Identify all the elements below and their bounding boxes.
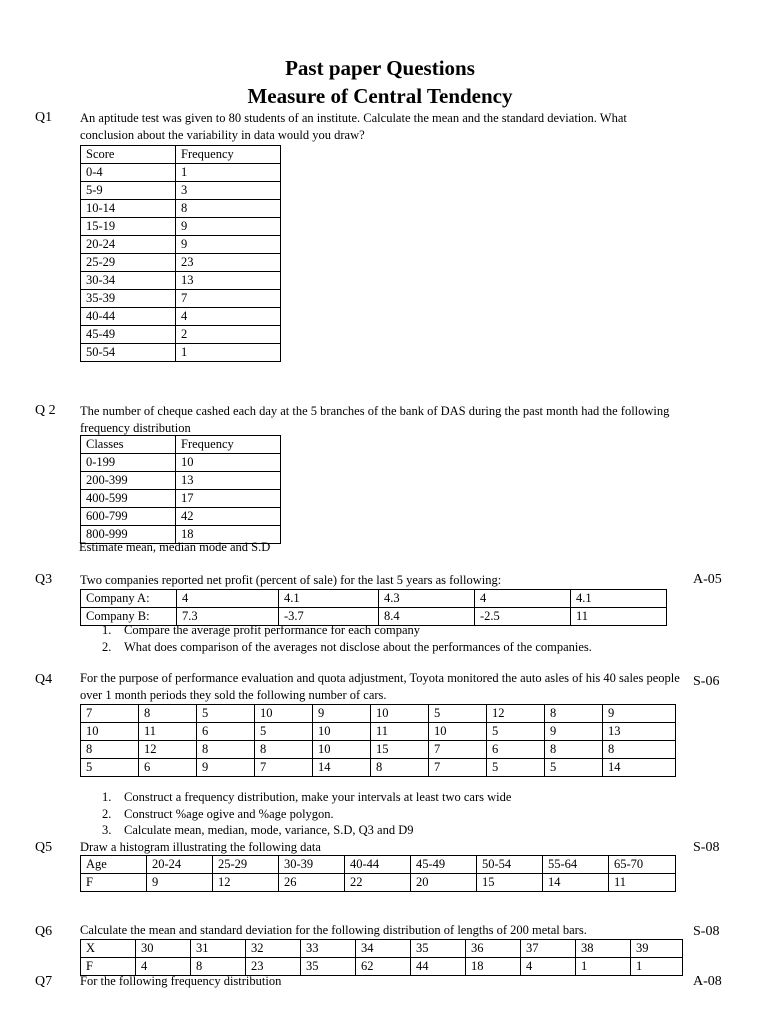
list-item: [102, 639, 592, 656]
table-cell: -2.5: [475, 608, 571, 626]
table-cell: 3: [176, 182, 281, 200]
table-cell: 10: [176, 454, 281, 472]
table-cell: 5: [81, 759, 139, 777]
table-cell: 33: [301, 940, 356, 958]
table-cell: 25-29: [213, 856, 279, 874]
table-cell: 40-44: [345, 856, 411, 874]
table-cell: 7: [429, 741, 487, 759]
list-text: Compare the average profit performance for each company: [124, 623, 421, 637]
q6-label: Q6: [35, 924, 53, 939]
table-cell: 7: [429, 759, 487, 777]
table-cell: 9: [176, 218, 281, 236]
table-cell: Frequency: [176, 146, 281, 164]
table-row: [81, 272, 281, 290]
table-cell: 50-54: [81, 344, 176, 362]
table-cell: 10: [313, 741, 371, 759]
table-cell: 30-34: [81, 272, 176, 290]
list-number: 1.: [102, 790, 112, 804]
q3-label: Q3: [35, 572, 53, 587]
table-cell: 20: [411, 874, 477, 892]
table-cell: Company A:: [81, 590, 177, 608]
list-item: [102, 622, 592, 639]
table-cell: 1: [631, 958, 683, 976]
q3-table-body: [81, 590, 667, 626]
table-cell: 10-14: [81, 200, 176, 218]
list-text: What does comparison of the averages not disclose about the performances of the companies.: [124, 639, 592, 654]
table-cell: 15-19: [81, 218, 176, 236]
table-cell: 12: [487, 705, 545, 723]
table-cell: 11: [371, 723, 429, 741]
table-cell: Classes: [81, 436, 176, 454]
table-cell: 5: [197, 705, 255, 723]
table-cell: 1: [576, 958, 631, 976]
table-cell: 8.4: [379, 608, 475, 626]
table-row: [81, 254, 281, 272]
table-row: [81, 741, 676, 759]
table-cell: 4: [475, 590, 571, 608]
table-cell: 14: [603, 759, 676, 777]
table-cell: 8: [81, 741, 139, 759]
table-cell: 5: [487, 759, 545, 777]
table-cell: 31: [191, 940, 246, 958]
table-row: [81, 290, 281, 308]
table-row: [81, 705, 676, 723]
table-cell: 30: [136, 940, 191, 958]
table-cell: 7.3: [177, 608, 279, 626]
table-cell: 35: [301, 958, 356, 976]
q2-label: Q 2: [35, 403, 56, 418]
table-cell: 9: [176, 236, 281, 254]
q2-table: [80, 435, 281, 544]
table-row: [81, 436, 281, 454]
list-number: 2.: [102, 639, 112, 654]
table-cell: 12: [139, 741, 197, 759]
table-cell: 8: [197, 741, 255, 759]
q7-text: For the following frequency distribution: [80, 974, 282, 988]
table-row: [81, 236, 281, 254]
list-item: [102, 806, 511, 823]
table-cell: 36: [466, 940, 521, 958]
table-cell: 11: [571, 608, 667, 626]
table-cell: 9: [545, 723, 603, 741]
q5-table-body: [81, 856, 676, 892]
list-number: 3.: [102, 823, 112, 837]
table-cell: 25-29: [81, 254, 176, 272]
table-cell: 10: [313, 723, 371, 741]
table-row: [81, 490, 281, 508]
table-cell: 35: [411, 940, 466, 958]
table-cell: 65-70: [609, 856, 676, 874]
q4-table: [80, 704, 676, 777]
q7-label: Q7: [35, 974, 53, 989]
table-row: [81, 218, 281, 236]
table-cell: 10: [371, 705, 429, 723]
table-cell: 34: [356, 940, 411, 958]
table-cell: 10: [429, 723, 487, 741]
q4-ref: S-06: [693, 674, 720, 689]
q5-ref: S-08: [693, 840, 720, 855]
table-cell: 55-64: [543, 856, 609, 874]
table-cell: 11: [609, 874, 676, 892]
table-row: [81, 874, 676, 892]
table-row: [81, 723, 676, 741]
q5-table: [80, 855, 676, 892]
list-text: Calculate mean, median, mode, variance, S.D, Q3 and D9: [124, 823, 414, 837]
q6-table-body: [81, 940, 683, 976]
table-cell: 600-799: [81, 508, 176, 526]
q6-table: [80, 939, 683, 976]
table-row: [81, 326, 281, 344]
table-cell: Company B:: [81, 608, 177, 626]
table-row: [81, 940, 683, 958]
table-cell: 14: [543, 874, 609, 892]
table-row: [81, 454, 281, 472]
q7-ref: A-08: [693, 974, 722, 989]
q6-ref: S-08: [693, 924, 720, 939]
table-cell: 18: [176, 526, 281, 544]
table-cell: F: [81, 958, 136, 976]
table-cell: 4: [176, 308, 281, 326]
table-cell: 7: [81, 705, 139, 723]
q4-list: [102, 789, 511, 839]
q1-text: An aptitude test was given to 80 students of an institute. Calculate the mean and the standard deviation. What conclusion about the variability in data would you draw?: [80, 111, 627, 142]
q3-text: Two companies reported net profit (percent of sale) for the last 5 years as following:: [80, 573, 502, 587]
q4-label: Q4: [35, 672, 53, 687]
table-row: [81, 308, 281, 326]
table-row: [81, 472, 281, 490]
table-cell: 6: [197, 723, 255, 741]
table-cell: 5: [487, 723, 545, 741]
q6-text: Calculate the mean and standard deviation for the following distribution of lengths of 200 metal bars.: [80, 923, 587, 937]
table-cell: 4.1: [279, 590, 379, 608]
table-cell: F: [81, 874, 147, 892]
table-cell: 7: [255, 759, 313, 777]
list-number: 1.: [102, 623, 112, 637]
table-cell: 2: [176, 326, 281, 344]
page-subtitle: Measure of Central Tendency: [247, 84, 513, 108]
table-cell: Score: [81, 146, 176, 164]
table-cell: 10: [81, 723, 139, 741]
table-cell: 12: [213, 874, 279, 892]
table-cell: 38: [576, 940, 631, 958]
page-title: Past paper Questions: [285, 56, 475, 80]
table-cell: 32: [246, 940, 301, 958]
table-cell: 800-999: [81, 526, 176, 544]
table-cell: 0-199: [81, 454, 176, 472]
table-cell: 200-399: [81, 472, 176, 490]
table-row: [81, 200, 281, 218]
q1-table-body: [81, 146, 281, 362]
table-row: [81, 344, 281, 362]
table-cell: 26: [279, 874, 345, 892]
table-cell: 45-49: [81, 326, 176, 344]
list-text: Construct a frequency distribution, make your intervals at least two cars wide: [124, 790, 512, 804]
table-cell: 9: [197, 759, 255, 777]
table-cell: 18: [466, 958, 521, 976]
table-cell: 50-54: [477, 856, 543, 874]
table-cell: 6: [139, 759, 197, 777]
table-cell: 42: [176, 508, 281, 526]
table-row: [81, 508, 281, 526]
table-cell: 11: [139, 723, 197, 741]
table-row: [81, 146, 281, 164]
table-row: [81, 759, 676, 777]
table-cell: 8: [603, 741, 676, 759]
table-cell: 37: [521, 940, 576, 958]
table-cell: 8: [176, 200, 281, 218]
table-cell: 40-44: [81, 308, 176, 326]
table-cell: 5: [545, 759, 603, 777]
list-number: 2.: [102, 806, 112, 821]
table-cell: 1: [176, 164, 281, 182]
table-cell: 9: [313, 705, 371, 723]
table-cell: 7: [176, 290, 281, 308]
q5-text: Draw a histogram illustrating the following data: [80, 840, 321, 854]
table-cell: 5: [429, 705, 487, 723]
table-row: [81, 856, 676, 874]
table-cell: -3.7: [279, 608, 379, 626]
q2-text: The number of cheque cashed each day at the 5 branches of the bank of DAS during the past month had the following frequency distribution: [80, 404, 670, 435]
table-cell: 13: [176, 472, 281, 490]
table-cell: 400-599: [81, 490, 176, 508]
table-cell: 22: [345, 874, 411, 892]
table-cell: 30-39: [279, 856, 345, 874]
table-cell: 14: [313, 759, 371, 777]
table-cell: 4: [521, 958, 576, 976]
q5-label: Q5: [35, 840, 53, 855]
table-cell: 0-4: [81, 164, 176, 182]
list-item: [102, 822, 511, 839]
table-cell: 8: [191, 958, 246, 976]
q4-text: For the purpose of performance evaluation and quota adjustment, Toyota monitored the auto asles of his 40 sales people over 1 month periods they sold the following number of cars.: [80, 671, 680, 702]
table-row: [81, 590, 667, 608]
list-item: [102, 789, 511, 806]
table-cell: 9: [147, 874, 213, 892]
table-cell: 4.1: [571, 590, 667, 608]
table-cell: Frequency: [176, 436, 281, 454]
table-cell: 10: [255, 705, 313, 723]
table-cell: 8: [545, 705, 603, 723]
table-cell: 15: [477, 874, 543, 892]
table-cell: 1: [176, 344, 281, 362]
q2-instruction: Estimate mean, median mode and S.D: [79, 540, 271, 554]
table-cell: 17: [176, 490, 281, 508]
table-cell: 8: [371, 759, 429, 777]
table-cell: 20-24: [81, 236, 176, 254]
table-cell: 8: [255, 741, 313, 759]
table-cell: 4: [136, 958, 191, 976]
q3-ref: A-05: [693, 572, 722, 587]
table-cell: X: [81, 940, 136, 958]
table-cell: 5: [255, 723, 313, 741]
q4-table-body: [81, 705, 676, 777]
q2-table-body: [81, 436, 281, 544]
table-cell: 5-9: [81, 182, 176, 200]
table-cell: 4.3: [379, 590, 475, 608]
table-cell: 62: [356, 958, 411, 976]
table-cell: 8: [545, 741, 603, 759]
table-cell: 35-39: [81, 290, 176, 308]
q3-list: [102, 622, 592, 655]
list-text: Construct %age ogive and %age polygon.: [124, 806, 334, 821]
table-cell: 39: [631, 940, 683, 958]
q1-label: Q1: [35, 110, 53, 125]
table-cell: Age: [81, 856, 147, 874]
table-cell: 20-24: [147, 856, 213, 874]
table-cell: 23: [246, 958, 301, 976]
table-cell: 8: [139, 705, 197, 723]
table-cell: 6: [487, 741, 545, 759]
table-cell: 23: [176, 254, 281, 272]
table-cell: 9: [603, 705, 676, 723]
q1-table: [80, 145, 281, 362]
table-row: [81, 182, 281, 200]
q3-table: [80, 589, 667, 626]
table-cell: 4: [177, 590, 279, 608]
table-cell: 44: [411, 958, 466, 976]
table-row: [81, 164, 281, 182]
table-cell: 13: [603, 723, 676, 741]
table-cell: 13: [176, 272, 281, 290]
table-cell: 45-49: [411, 856, 477, 874]
table-cell: 15: [371, 741, 429, 759]
